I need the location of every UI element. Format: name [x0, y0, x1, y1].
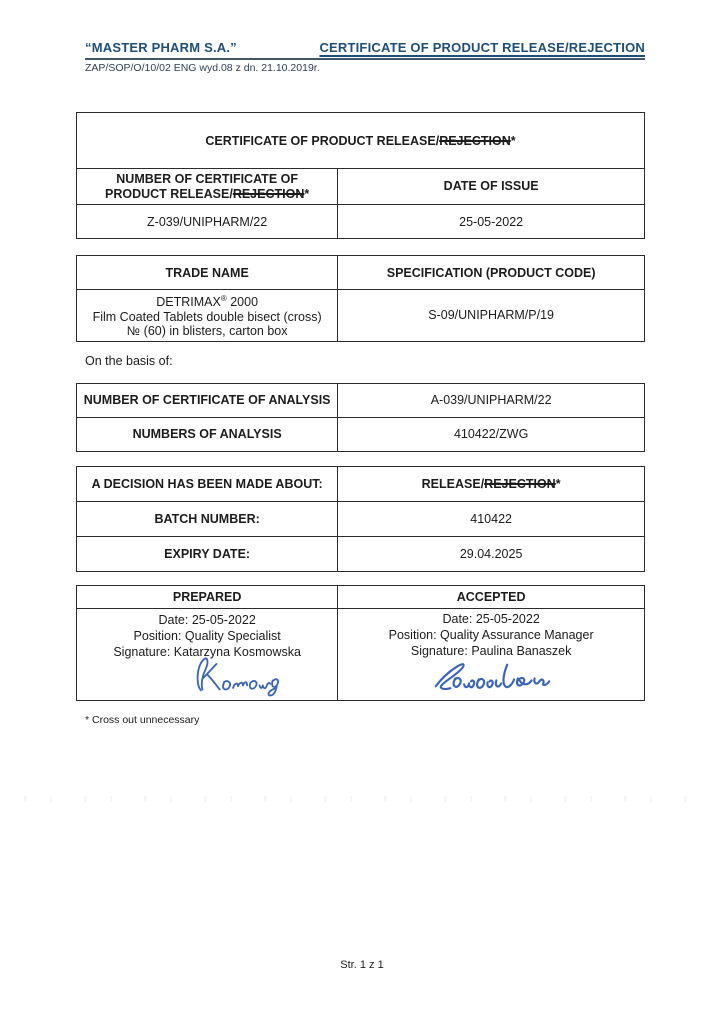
- table-row: [77, 536, 645, 571]
- trade-name-value: [77, 290, 338, 342]
- decision-label: A DECISION HAS BEEN MADE ABOUT:: [77, 466, 338, 501]
- decision-release-text: RELEASE/: [421, 476, 485, 491]
- certificate-number-header-line2: PRODUCT RELEASE/: [105, 186, 233, 201]
- certificate-number-header: [77, 169, 338, 205]
- trade-dose: 2000: [226, 295, 259, 310]
- date-of-issue-value: 25-05-2022: [338, 205, 645, 239]
- trade-name-line1: [83, 292, 331, 310]
- batch-number-label: BATCH NUMBER:: [77, 501, 338, 536]
- prepared-cell: [77, 608, 338, 700]
- certificate-table: [76, 112, 645, 239]
- analysis-numbers-label: NUMBERS OF ANALYSIS: [77, 417, 338, 451]
- analysis-numbers-value: 410422/ZWG: [338, 417, 645, 451]
- footnote: * Cross out unnecessary: [85, 713, 200, 726]
- prepared-date: Date: 25-05-2022: [158, 612, 256, 627]
- analysis-table: [76, 383, 645, 452]
- expiry-date-label: EXPIRY DATE:: [77, 536, 338, 571]
- table-row: [77, 501, 645, 536]
- accepted-date: Date: 25-05-2022: [442, 611, 540, 626]
- table-row: [77, 585, 645, 608]
- table-row: [77, 205, 645, 239]
- certificate-title-struck: REJECTION: [439, 133, 511, 148]
- expiry-date-value: 29.04.2025: [338, 536, 645, 571]
- signature-banaszek-icon: [424, 653, 559, 698]
- table-row: [77, 290, 645, 342]
- specification-value: S-09/UNIPHARM/P/19: [338, 290, 645, 342]
- table-row: [77, 417, 645, 451]
- header-doc-title: CERTIFICATE OF PRODUCT RELEASE/REJECTION: [319, 40, 645, 55]
- registered-trademark-icon: ®: [220, 294, 227, 303]
- certificate-number-header-struck: REJECTION: [232, 186, 305, 201]
- decision-value: [338, 466, 645, 501]
- prepared-header: PREPARED: [77, 585, 338, 608]
- trade-brand: DETRIMAX: [156, 295, 221, 310]
- trade-name-line2: Film Coated Tablets double bisect (cross): [92, 309, 322, 324]
- prepared-signature-name: Signature: Katarzyna Kosmowska: [113, 644, 301, 659]
- header-row: [85, 40, 645, 55]
- analysis-certificate-label: NUMBER OF CERTIFICATE OF ANALYSIS: [77, 383, 338, 417]
- certificate-title-text: CERTIFICATE OF PRODUCT RELEASE/: [205, 133, 440, 148]
- certificate-title: [77, 113, 645, 169]
- decision-asterisk: *: [555, 476, 561, 491]
- document-header: [85, 40, 645, 74]
- accepted-position: Position: Quality Assurance Manager: [388, 627, 594, 642]
- signature-kosmowska-icon: [178, 654, 293, 697]
- trade-name-line3: № (60) in blisters, carton box: [126, 324, 288, 339]
- certificate-number-header-asterisk: *: [304, 186, 310, 201]
- accepted-cell: [338, 608, 645, 700]
- trade-name-table: [76, 255, 645, 342]
- date-of-issue-header: DATE OF ISSUE: [338, 169, 645, 205]
- certificate-title-asterisk: *: [510, 133, 516, 148]
- table-row: [77, 113, 645, 169]
- accepted-signature-scribble: [424, 653, 638, 698]
- analysis-certificate-value: A-039/UNIPHARM/22: [338, 383, 645, 417]
- doc-reference: ZAP/SOP/O/10/02 ENG wyd.08 z dn. 21.10.2019r.: [85, 62, 320, 74]
- batch-number-value: 410422: [338, 501, 645, 536]
- decision-table: [76, 466, 645, 572]
- decision-rejection-struck: REJECTION: [484, 476, 556, 491]
- basis-label: On the basis of:: [85, 353, 173, 368]
- table-row: [77, 169, 645, 205]
- trade-name-header: TRADE NAME: [77, 256, 338, 290]
- scan-artifact: [24, 796, 704, 802]
- accepted-signature-name: Signature: Paulina Banaszek: [410, 643, 572, 658]
- prepared-position: Position: Quality Specialist: [133, 628, 281, 643]
- signoff-table: [76, 585, 645, 701]
- table-row: [77, 608, 645, 700]
- table-row: [77, 383, 645, 417]
- certificate-number-value: Z-039/UNIPHARM/22: [77, 205, 338, 239]
- table-row: [77, 256, 645, 290]
- specification-header: SPECIFICATION (PRODUCT CODE): [338, 256, 645, 290]
- table-row: [77, 466, 645, 501]
- header-rule: [85, 58, 645, 60]
- page-number: Str. 1 z 1: [340, 959, 384, 971]
- company-name: “MASTER PHARM S.A.”: [85, 40, 237, 55]
- certificate-number-header-line1: NUMBER OF CERTIFICATE OF: [116, 171, 298, 186]
- prepared-signature-scribble: [178, 654, 331, 697]
- accepted-header: ACCEPTED: [338, 585, 645, 608]
